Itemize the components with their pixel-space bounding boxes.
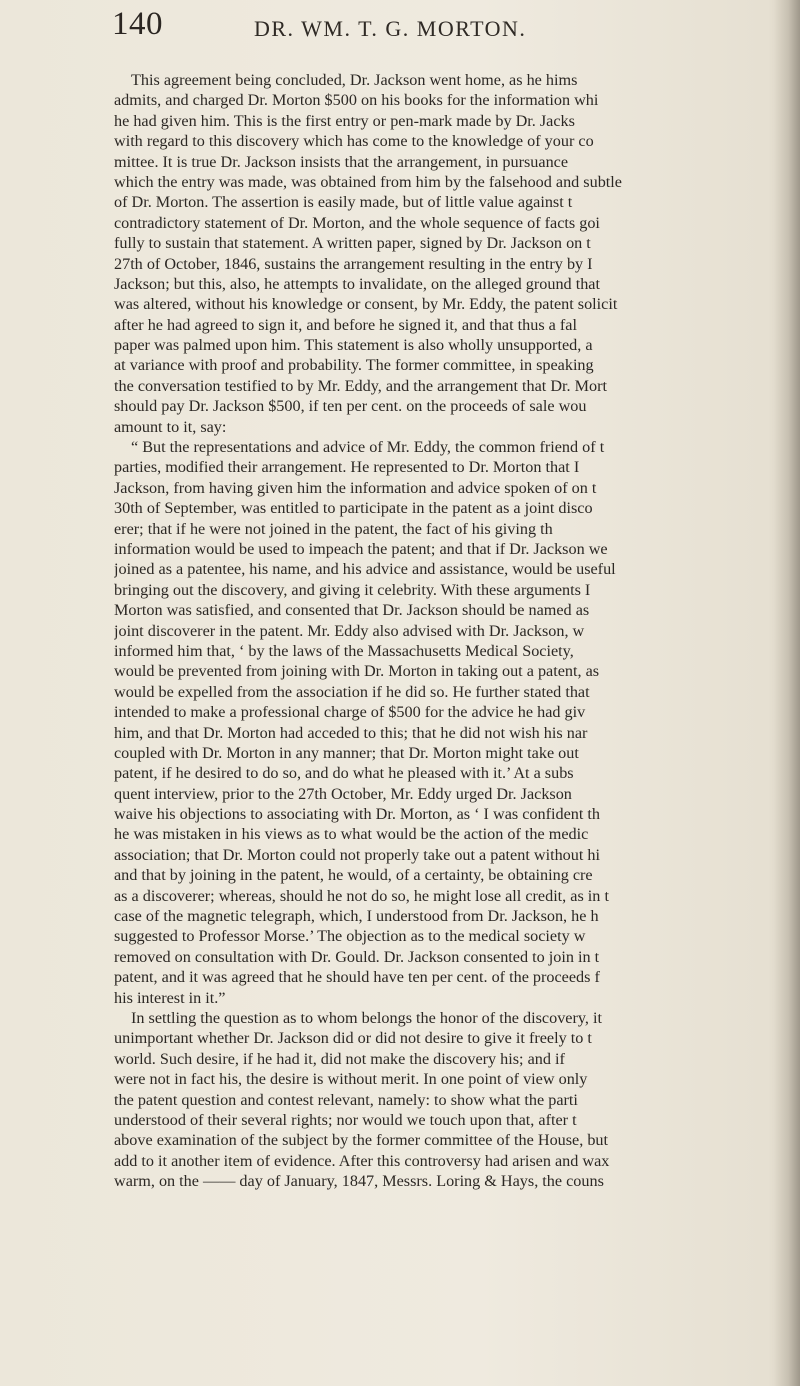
text-line: waive his objections to associating with Dr. Morton, as ‘ I was confident th (114, 805, 600, 824)
text-line: which the entry was made, was obtained from him by the falsehood and subtle (114, 172, 622, 191)
text-line: coupled with Dr. Morton in any manner; that Dr. Morton might take out (114, 743, 579, 762)
text-line: 30th of September, was entitled to participate in the patent as a joint disco (114, 499, 593, 518)
text-line: Jackson, from having given him the information and advice spoken of on t (114, 478, 597, 497)
text-line: intended to make a professional charge of $500 for the advice he had giv (114, 703, 586, 722)
text-line: case of the magnetic telegraph, which, I understood from Dr. Jackson, he h (114, 907, 599, 926)
text-line: add to it another item of evidence. After this controversy had arisen and wax (114, 1151, 610, 1170)
text-line: he was mistaken in his views as to what would be the action of the medic (114, 825, 589, 844)
text-line: unimportant whether Dr. Jackson did or did not desire to give it freely to t (114, 1029, 592, 1048)
text-line: bringing out the discovery, and giving it celebrity. With these arguments I (114, 580, 591, 599)
text-line: with regard to this discovery which has come to the knowledge of your co (114, 132, 594, 151)
page-number: 140 (112, 6, 163, 42)
text-line: erer; that if he were not joined in the patent, the fact of his giving th (114, 519, 553, 538)
text-line: paper was palmed upon him. This statement is also wholly unsupported, a (114, 336, 593, 355)
text-line: patent, if he desired to do so, and do what he pleased with it.’ At a subs (114, 764, 574, 783)
text-line: association; that Dr. Morton could not properly take out a patent without hi (114, 845, 600, 864)
page-header (112, 2, 772, 54)
text-line: as a discoverer; whereas, should he not do so, he might lose all credit, as in t (114, 886, 609, 905)
text-line: fully to sustain that statement. A written paper, signed by Dr. Jackson on t (114, 234, 591, 253)
text-line: 27th of October, 1846, sustains the arrangement resulting in the entry by I (114, 254, 593, 273)
text-line: suggested to Professor Morse.’ The objection as to the medical society w (114, 927, 586, 946)
text-line: was altered, without his knowledge or consent, by Mr. Eddy, the patent solicit (114, 295, 618, 314)
text-line: removed on consultation with Dr. Gould. Dr. Jackson consented to join in t (114, 947, 600, 966)
text-line: the patent question and contest relevant, namely: to show what the parti (114, 1090, 578, 1109)
text-line: and that by joining in the patent, he would, of a certainty, be obtaining cre (114, 866, 593, 885)
text-line: at variance with proof and probability. The former committee, in speaking (114, 356, 594, 375)
text-line: the conversation testified to by Mr. Eddy, and the arrangement that Dr. Mort (114, 376, 607, 395)
text-line: admits, and charged Dr. Morton $500 on his books for the information whi (114, 91, 599, 110)
text-line: warm, on the —— day of January, 1847, Messrs. Loring & Hays, the couns (114, 1172, 604, 1191)
text-line: of Dr. Morton. The assertion is easily made, but of little value against t (114, 193, 573, 212)
text-line: parties, modified their arrangement. He represented to Dr. Morton that I (114, 458, 580, 477)
text-line: “ But the representations and advice of Mr. Eddy, the common friend of t (131, 438, 605, 457)
text-line: Jackson; but this, also, he attempts to invalidate, on the alleged ground that (114, 274, 600, 293)
text-line: his interest in it.” (114, 988, 226, 1007)
text-line: should pay Dr. Jackson $500, if ten per cent. on the proceeds of sale wou (114, 397, 587, 416)
text-line: after he had agreed to sign it, and before he signed it, and that thus a fal (114, 315, 577, 334)
text-line: would be expelled from the association if he did so. He further stated that (114, 682, 590, 701)
text-line: him, and that Dr. Morton had acceded to this; that he did not wish his nar (114, 723, 588, 742)
text-line: Morton was satisfied, and consented that Dr. Jackson should be named as (114, 601, 590, 620)
text-line: In settling the question as to whom belongs the honor of the discovery, it (131, 1008, 603, 1027)
text-line: information would be used to impeach the patent; and that if Dr. Jackson we (114, 539, 608, 558)
text-line: amount to it, say: (114, 417, 227, 436)
text-line: patent, and it was agreed that he should have ten per cent. of the proceeds f (114, 968, 600, 987)
text-line: were not in fact his, the desire is without merit. In one point of view only (114, 1070, 588, 1089)
text-line: above examination of the subject by the former committee of the House, but (114, 1131, 609, 1150)
text-line: would be prevented from joining with Dr. Morton in taking out a patent, as (114, 662, 600, 681)
text-line: mittee. It is true Dr. Jackson insists that the arrangement, in pursuance (114, 152, 569, 171)
text-line: informed him that, ‘ by the laws of the Massachusetts Medical Society, (114, 641, 574, 660)
text-line: This agreement being concluded, Dr. Jackson went home, as he hims (131, 71, 578, 89)
text-line: contradictory statement of Dr. Morton, and the whole sequence of facts goi (114, 213, 600, 232)
text-line: quent interview, prior to the 27th October, Mr. Eddy urged Dr. Jackson (114, 784, 572, 803)
text-line: world. Such desire, if he had it, did not make the discovery his; and if (114, 1049, 565, 1068)
running-head: DR. WM. T. G. MORTON. (254, 16, 527, 41)
text-line: joint discoverer in the patent. Mr. Eddy also advised with Dr. Jackson, w (114, 621, 585, 640)
text-line: he had given him. This is the first entry or pen-mark made by Dr. Jacks (114, 111, 575, 130)
body-text (114, 70, 796, 1191)
text-line: understood of their several rights; nor would we touch upon that, after t (114, 1110, 577, 1129)
text-line: joined as a patentee, his name, and his advice and assistance, would be useful (114, 560, 616, 579)
